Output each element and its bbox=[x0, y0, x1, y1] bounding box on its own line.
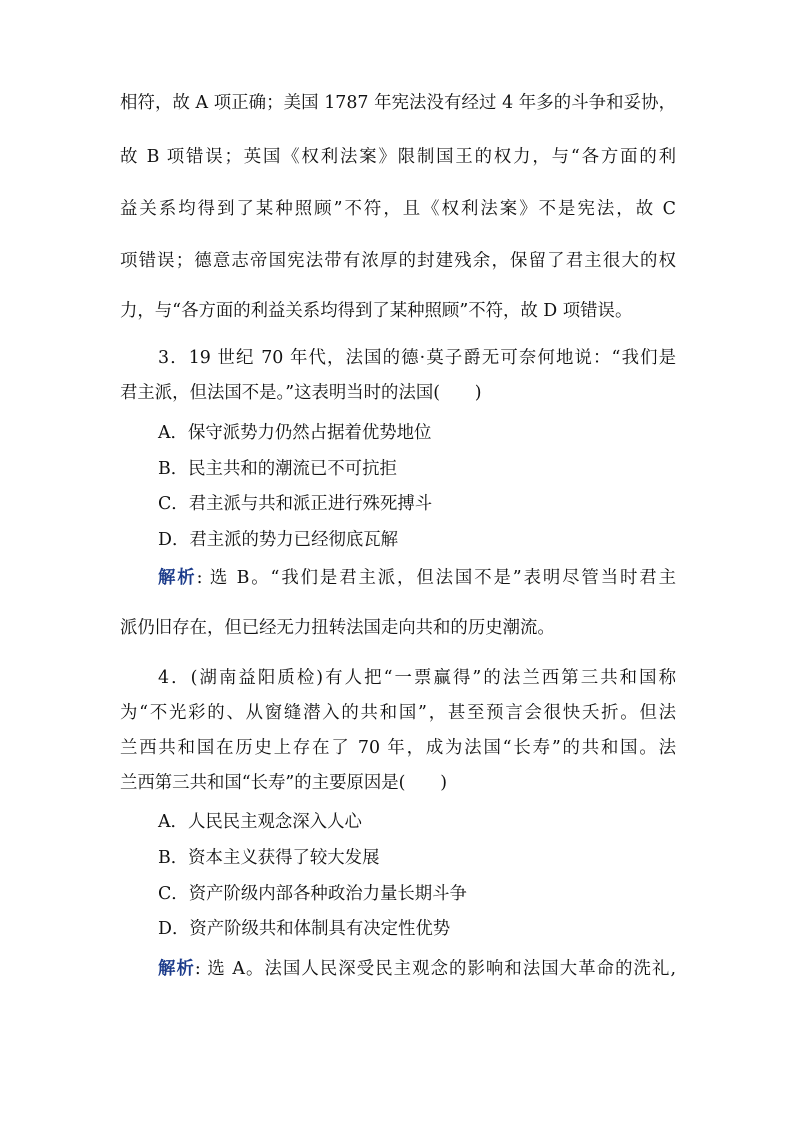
text-line: 力，与“各方面的利益关系均得到了某种照顾”不符，故 D 项错误。 bbox=[120, 301, 633, 321]
analysis-text: : 选 A。法国人民深受民主观念的影响和法国大革命的洗礼, bbox=[194, 959, 676, 979]
question-stem-line: 3．19 世纪 70 年代，法国的德·莫子爵无可奈何地说：“我们是 bbox=[158, 348, 676, 368]
text-line: 益关系均得到了某种照顾”不符，且《权利法案》不是宪法，故 C bbox=[120, 199, 676, 219]
question-stem-line: 兰西共和国在历史上存在了 70 年，成为法国“长寿”的共和国。法 bbox=[120, 738, 676, 758]
option-b: B．民主共和的潮流已不可抗拒 bbox=[158, 459, 397, 479]
analysis-label: 解析 bbox=[158, 959, 195, 979]
text-line: 项错误；德意志帝国宪法带有浓厚的封建残余，保留了君主很大的权 bbox=[120, 251, 676, 271]
question-stem-line: 为“不光彩的、从窗缝潜入的共和国”，甚至预言会很快夭折。但法 bbox=[120, 703, 676, 723]
option-a: A．保守派势力仍然占据着优势地位 bbox=[158, 423, 432, 443]
option-c: C．君主派与共和派正进行殊死搏斗 bbox=[158, 494, 433, 514]
analysis-line bbox=[158, 954, 676, 979]
option-a: A．人民民主观念深入人心 bbox=[158, 812, 362, 832]
question-stem-line: 兰西第三共和国“长寿”的主要原因是( ) bbox=[120, 773, 447, 793]
option-d: D．资产阶级共和体制具有决定性优势 bbox=[158, 919, 451, 939]
analysis-line: 派仍旧存在，但已经无力扭转法国走向共和的历史潮流。 bbox=[120, 618, 555, 638]
option-c: C．资产阶级内部各种政治力量长期斗争 bbox=[158, 884, 467, 904]
analysis-label: 解析 bbox=[158, 568, 197, 588]
text-line: 相符，故 A 项正确；美国 1787 年宪法没有经过 4 年多的斗争和妥协， bbox=[120, 93, 676, 113]
text-line: 故 B 项错误；英国《权利法案》限制国王的权力，与“各方面的利 bbox=[120, 147, 676, 167]
analysis-line bbox=[158, 563, 676, 588]
option-b: B．资本主义获得了较大发展 bbox=[158, 848, 380, 868]
question-stem-line: 4．(湖南益阳质检)有人把“一票赢得”的法兰西第三共和国称 bbox=[158, 668, 676, 688]
question-stem-line: 君主派，但法国不是。”这表明当时的法国( ) bbox=[120, 383, 482, 403]
option-d: D．君主派的势力已经彻底瓦解 bbox=[158, 530, 399, 550]
analysis-text: : 选 B。“我们是君主派，但法国不是”表明尽管当时君主 bbox=[196, 568, 676, 588]
